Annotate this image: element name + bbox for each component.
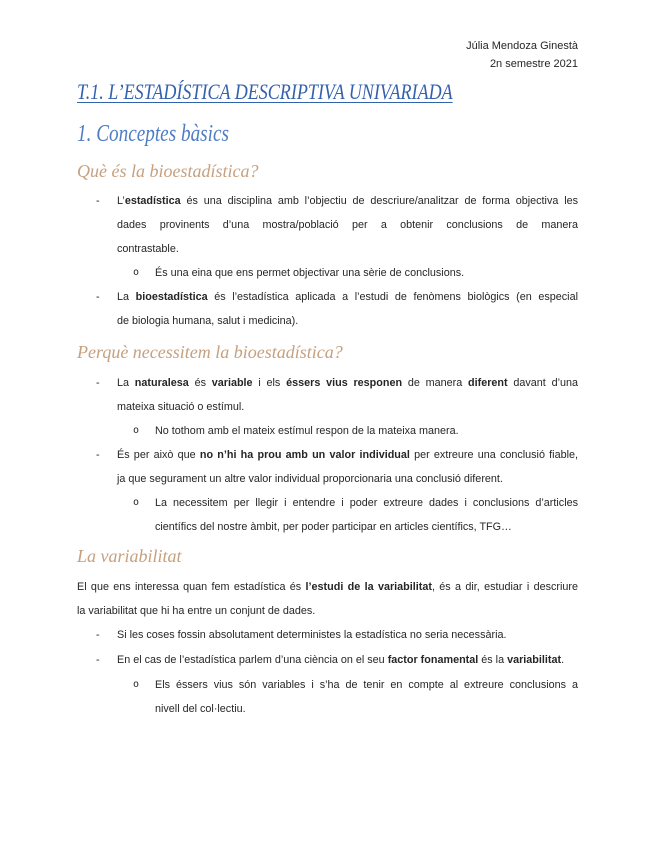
bullet-item [77,648,578,672]
text-line [117,371,578,395]
text-run: dades provinents d’una mostra/població per a obtenir conclusions de manera [117,219,578,231]
text-run: No tothom amb el mateix estímul respon de la mateixa manera. [155,425,459,437]
text-line [117,285,578,309]
text-run: La necessitem per llegir i entendre i poder extreure dades i conclusions d’articles [155,497,578,509]
text-run: En el cas de l’estadística parlem d’una ciència on el seu [117,654,388,666]
text-line [77,575,578,599]
text-line [155,419,578,443]
text-run: de biologia humana, salut i medicina). [117,315,299,327]
text-run: El que ens interessa quan fem estadística és [77,581,306,593]
text-run: és l’estadística aplicada a l’estudi de fenòmens biològics (en especial [207,291,578,303]
text-run: és la [478,654,508,666]
text-run: la variabilitat que hi ha entre un conjunt de dades. [77,605,316,617]
text-run: Si les coses fossin absolutament deterministes la estadística no seria necessària. [117,629,507,641]
text-run: per extreure una conclusió fiable, [409,449,578,461]
sub-bullet-item [77,491,578,539]
text-run: Els éssers vius són variables i s’ha de tenir en compte al extreure conclusions a [155,679,578,691]
section-heading: 1. Conceptes bàsics [77,121,229,147]
bullet-item [77,285,578,333]
sub-bullet-item [77,673,578,721]
bold-term: bioestadística [135,291,208,303]
bold-term: diferent [468,377,508,389]
text-line [117,443,578,467]
text-line [155,673,578,697]
subsection-heading: Què és la bioestadística? [77,161,259,181]
text-run: ja que segurament un altre valor individual proporcionaria una conclusió diferent. [117,473,503,485]
bullet-item [77,443,578,491]
bold-term: éssers vius responen [286,377,403,389]
text-run: L’ [117,195,125,207]
author-name: Júlia Mendoza Ginestà [466,40,578,52]
text-line [155,261,578,285]
subsection-heading: La variabilitat [77,546,182,566]
term-label: 2n semestre 2021 [489,58,578,70]
text-line [117,237,578,261]
text-run: és una disciplina amb l’objectiu de descriure/analitzar de forma objectiva les [180,195,578,207]
bullet-marker: - [96,449,100,461]
document-content [77,37,578,721]
sub-bullet-item [77,261,578,285]
bullet-marker: - [96,654,100,666]
subsection-heading: Perquè necessitem la bioestadística? [77,342,343,362]
bold-term: naturalesa [134,377,189,389]
subsection-why-biostatistics [77,339,578,539]
bullet-item [77,623,578,647]
text-line [77,599,578,623]
text-run: mateixa situació o estímul. [117,401,245,413]
text-line [117,309,578,333]
bullet-item [77,189,578,261]
text-run: nivell del col·lectiu. [155,703,246,715]
document-title: T.1. L’ESTADÍSTICA DESCRIPTIVA UNIVARIADA [77,79,453,104]
text-run: La [117,291,136,303]
text-run: És una eina que ens permet objectivar una sèrie de conclusions. [155,267,465,279]
bullet-list [77,371,578,539]
bullet-item [77,371,578,419]
sub-bullet-marker: o [133,425,140,436]
text-run: de manera [402,377,469,389]
bullet-list [77,189,578,333]
subsection-body [77,575,578,721]
bold-term: factor fonamental [387,654,479,666]
text-line [117,213,578,237]
paragraph [77,575,578,623]
text-line [155,515,578,539]
text-line [117,623,578,647]
text-line [155,697,578,721]
text-line [155,491,578,515]
text-run: És per això que [117,449,200,461]
text-run: és [188,377,212,389]
bullet-marker: - [96,629,100,641]
subsection-variability [77,543,578,721]
text-line [117,467,578,491]
text-run: La [117,377,135,389]
bold-term: l’estudi de la variabilitat [305,581,432,593]
bold-term: estadística [124,195,181,207]
bullet-marker: - [96,291,100,303]
sub-bullet-marker: o [133,267,140,278]
sub-bullet-marker: o [133,679,140,690]
sub-bullet-marker: o [133,497,140,508]
text-run: científics del nostre àmbit, per poder participar en articles científics, TFG… [155,521,512,533]
bullet-marker: - [96,377,100,389]
text-line [117,648,578,672]
bold-term: no n’hi ha prou amb un valor individual [199,449,410,461]
subsection-what-is-biostatistics [77,158,578,333]
text-run: i els [252,377,287,389]
bold-term: variabilitat [507,654,562,666]
sub-bullet-item [77,419,578,443]
text-line [117,395,578,419]
text-run: , és a dir, estudiar i descriure [431,581,579,593]
document-header [77,37,578,73]
text-run: . [561,654,565,666]
bold-term: variable [211,377,253,389]
text-run: contrastable. [117,243,179,255]
text-line [117,189,578,213]
bullet-marker: - [96,195,100,207]
text-run: davant d’una [507,377,578,389]
